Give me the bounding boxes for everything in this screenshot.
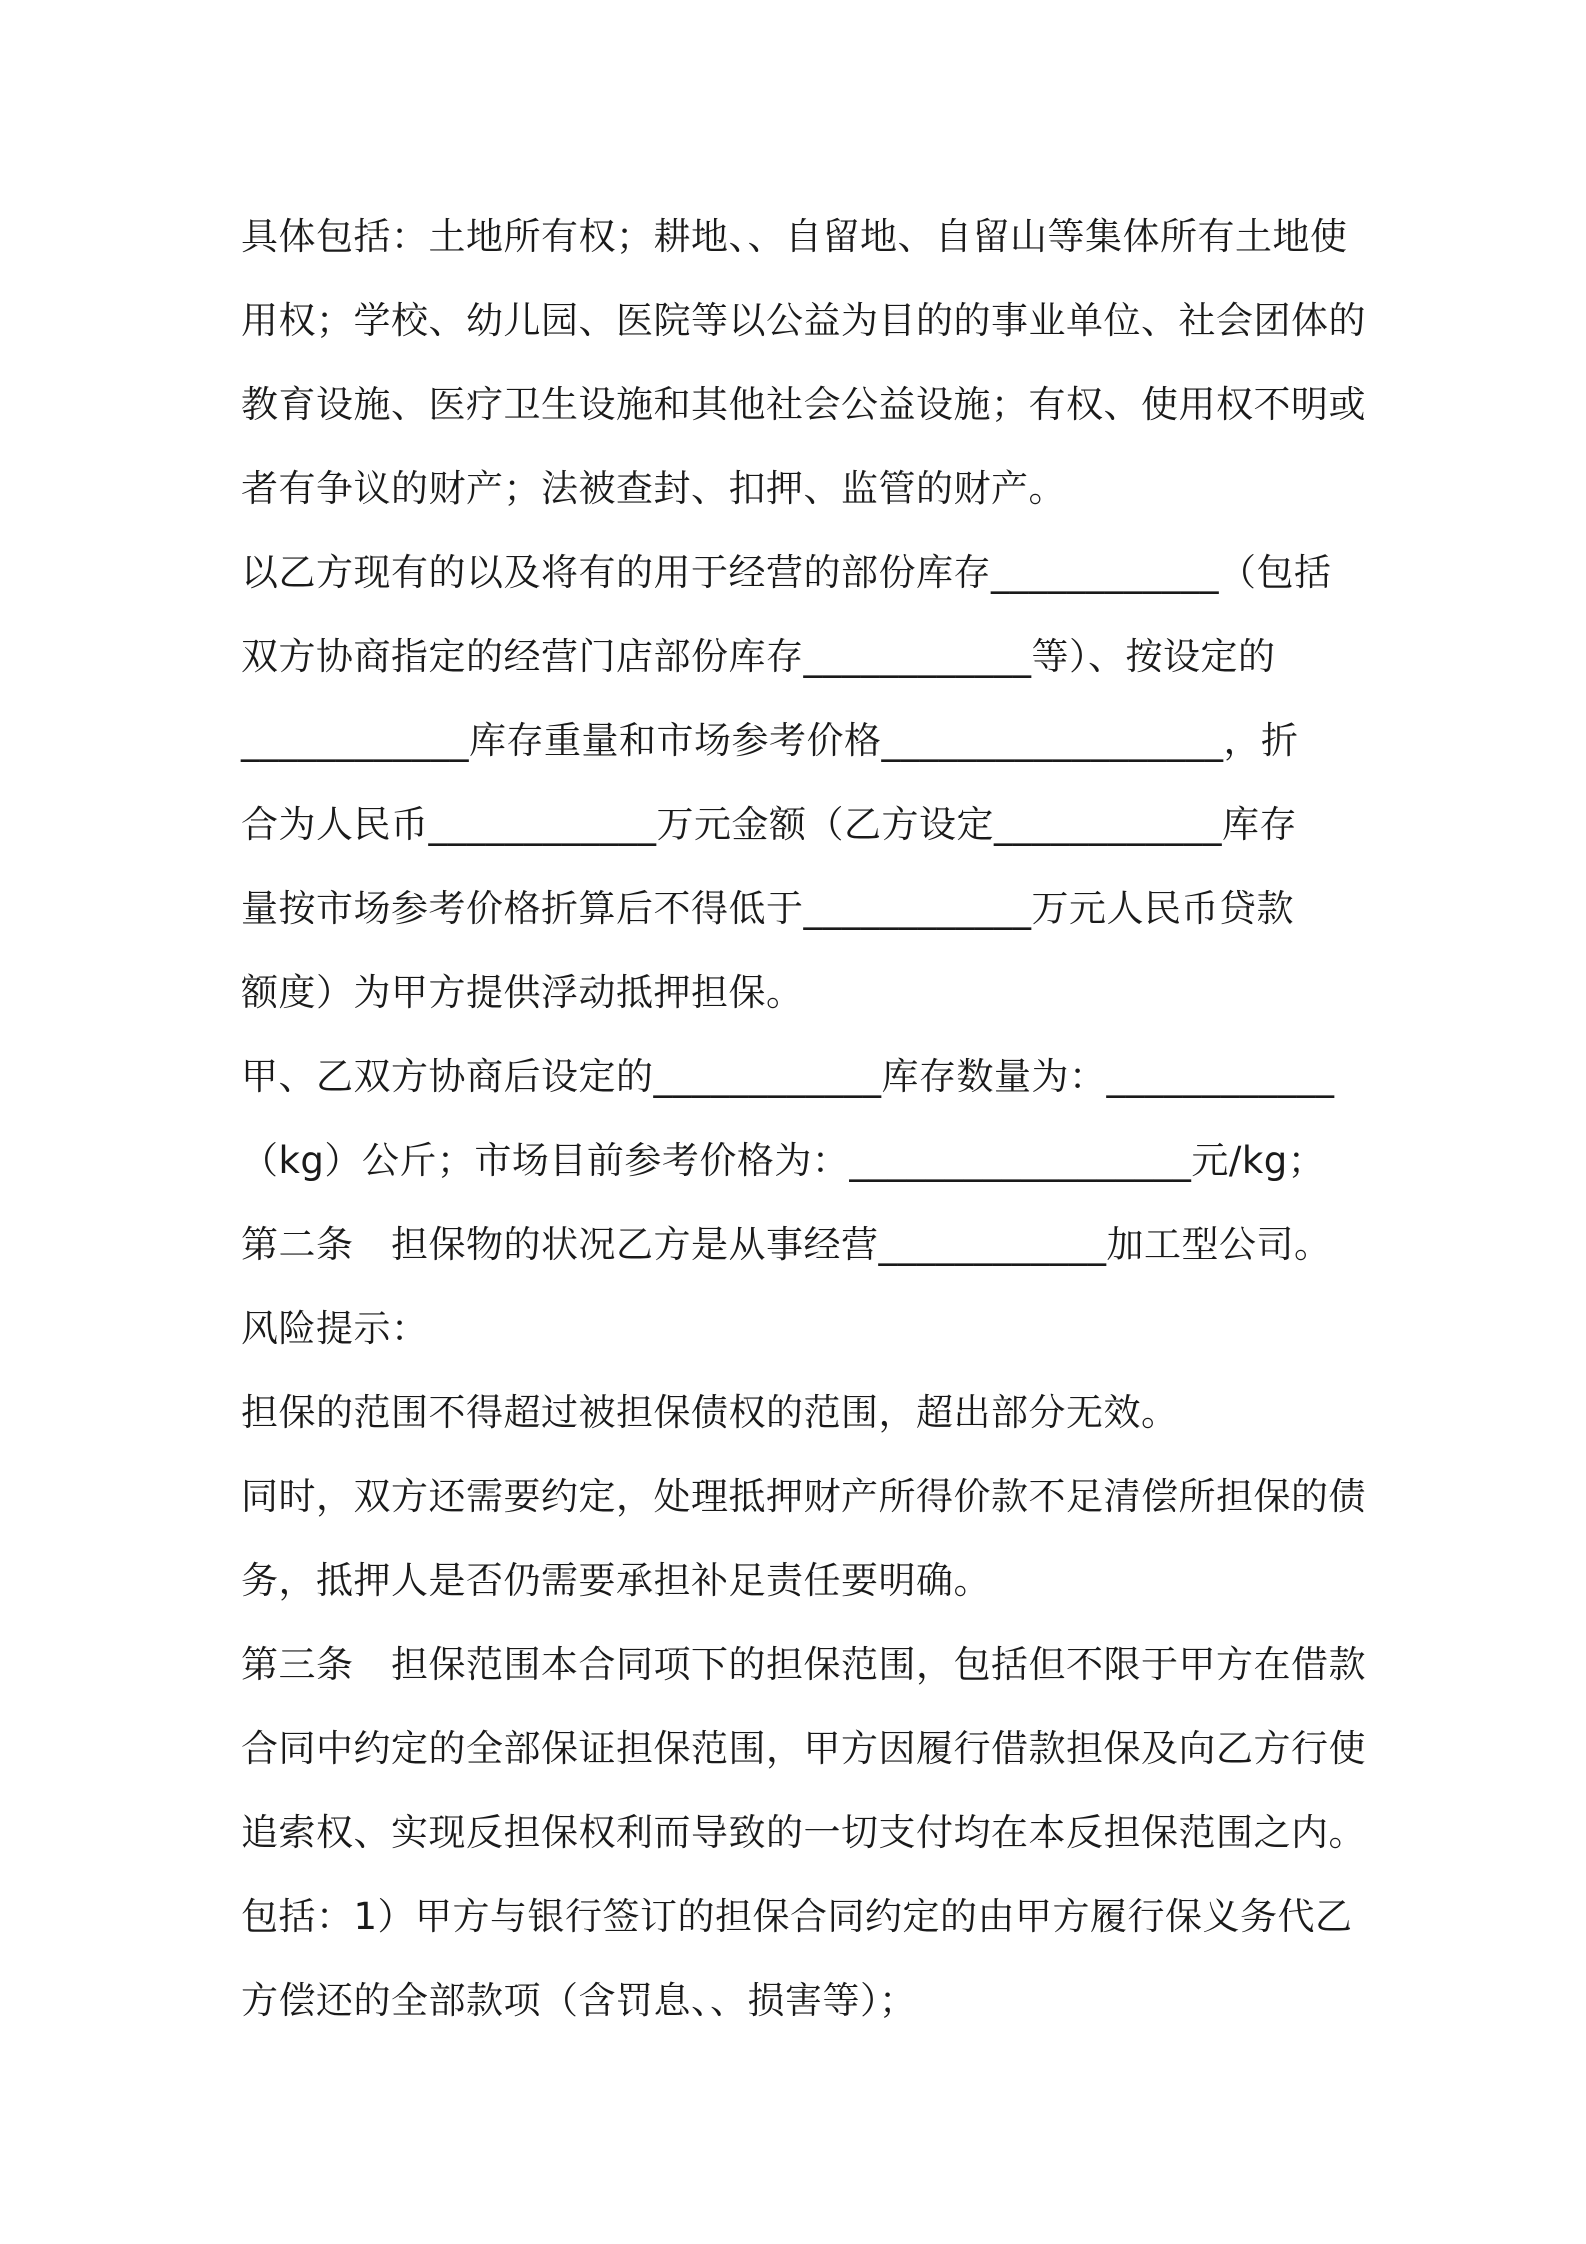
text-line: 双方协商指定的经营门店部份库存____________等）、按设定的	[241, 635, 1276, 678]
risk-notice-heading: 风险提示：	[241, 1307, 429, 1350]
text-line: 甲、乙双方协商后设定的____________库存数量为：____________	[241, 1055, 1335, 1098]
text-line: 合同中约定的全部保证担保范围，甲方因履行借款担保及向乙方行使	[241, 1727, 1366, 1770]
text-line: 具体包括：土地所有权；耕地、、自留地、自留山等集体所有土地使	[241, 215, 1348, 258]
text-line: 以乙方现有的以及将有的用于经营的部份库存____________（包括	[241, 551, 1332, 594]
document-body	[241, 195, 1366, 2043]
text-line: 方偿还的全部款项（含罚息、、损害等）；	[241, 1979, 917, 2022]
text-line: 者有争议的财产；法被查封、扣押、监管的财产。	[241, 467, 1066, 510]
text-line: 追索权、实现反担保权利而导致的一切支付均在本反担保范围之内。	[241, 1811, 1366, 1854]
text-line: 用权；学校、幼儿园、医院等以公益为目的的事业单位、社会团体的	[241, 299, 1366, 342]
text-line: 教育设施、医疗卫生设施和其他社会公益设施；有权、使用权不明或	[241, 383, 1366, 426]
text-line: 担保的范围不得超过被担保债权的范围，超出部分无效。	[241, 1391, 1179, 1434]
article-heading-line: 第二条 担保物的状况乙方是从事经营____________加工型公司。	[241, 1223, 1332, 1266]
text-line: 务，抵押人是否仍需要承担补足责任要明确。	[241, 1559, 991, 1602]
text-line: ____________库存重量和市场参考价格__________________，折	[241, 719, 1299, 762]
article-heading-line: 第三条 担保范围本合同项下的担保范围，包括但不限于甲方在借款	[241, 1643, 1366, 1686]
text-line: 量按市场参考价格折算后不得低于____________万元人民币贷款	[241, 887, 1294, 930]
text-line: 额度）为甲方提供浮动抵押担保。	[241, 971, 804, 1014]
text-line: 包括：1）甲方与银行签订的担保合同约定的由甲方履行保义务代乙	[241, 1895, 1353, 1938]
text-line: （kg）公斤；市场目前参考价格为：__________________元/kg；	[241, 1139, 1326, 1182]
text-line: 合为人民币____________万元金额（乙方设定____________库存	[241, 803, 1297, 846]
text-line: 同时，双方还需要约定，处理抵押财产所得价款不足清偿所担保的债	[241, 1475, 1366, 1518]
